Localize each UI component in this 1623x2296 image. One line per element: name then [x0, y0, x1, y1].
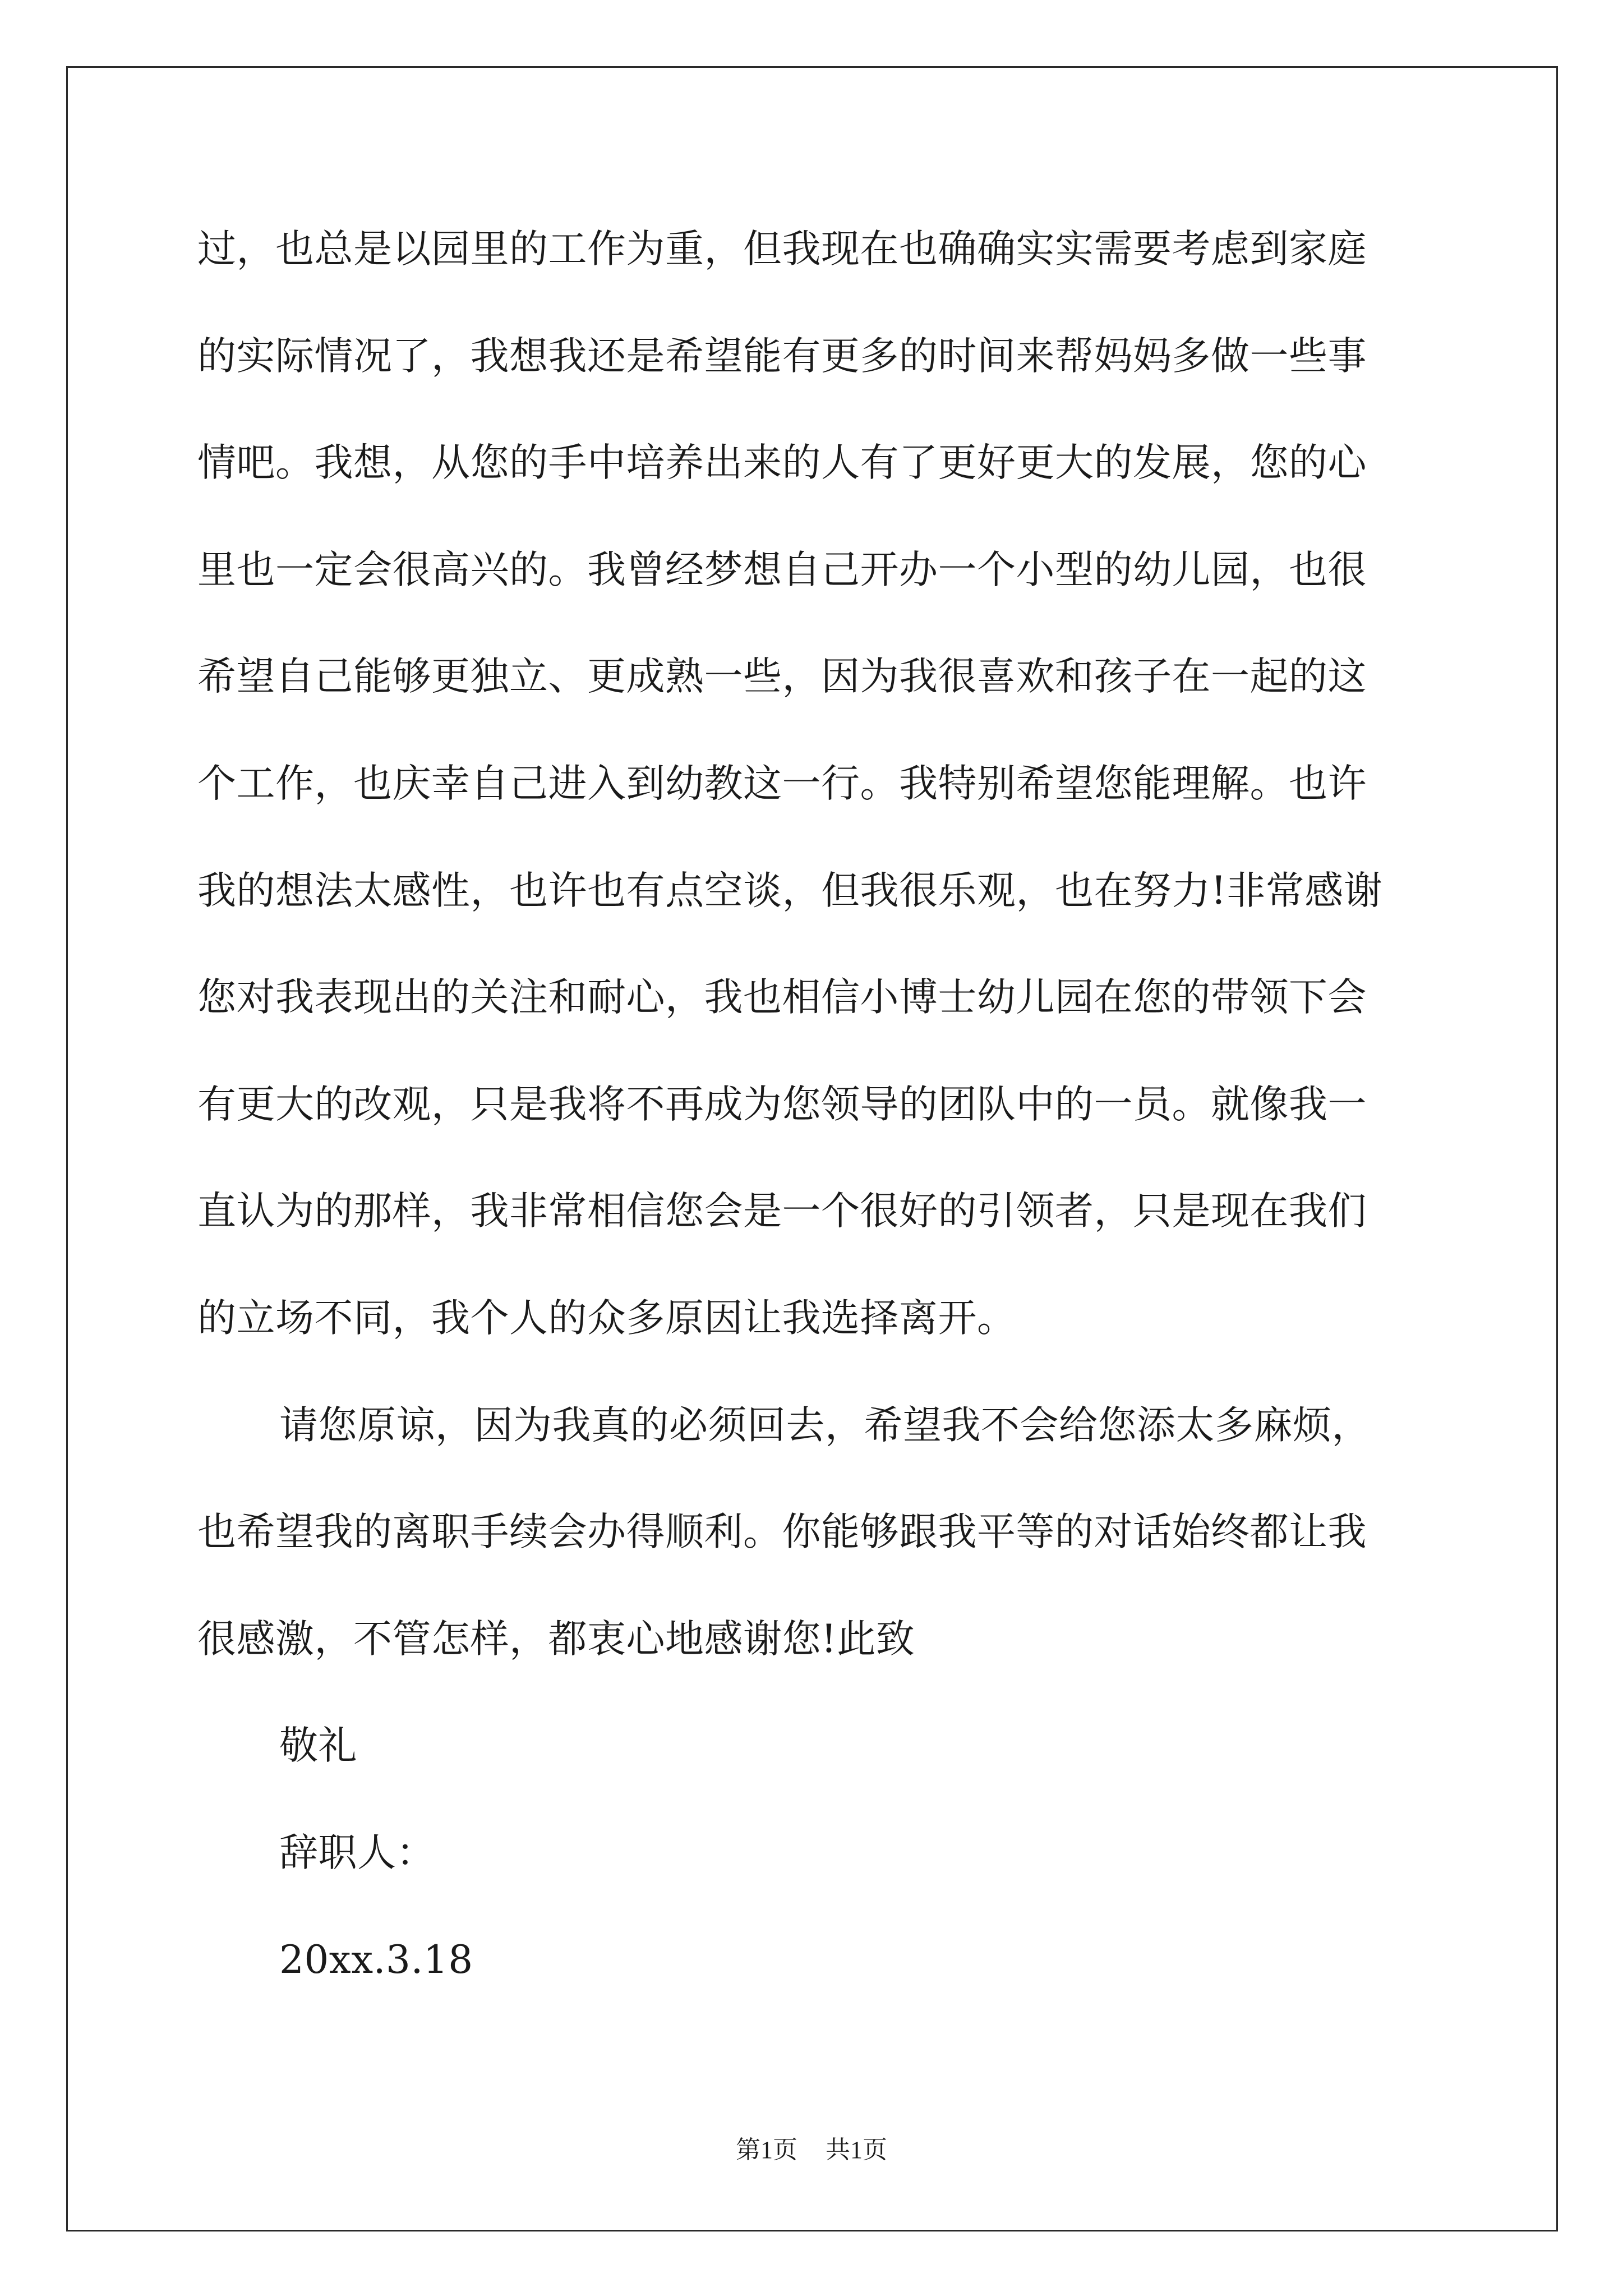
letter-date: 20xx.3.18 [279, 1937, 473, 1982]
body-line: 很感激，不管怎样，都衷心地感谢您!此致 [197, 1616, 915, 1662]
body-line: 您对我表现出的关注和耐心，我也相信小博士幼儿园在您的带领下会 [197, 975, 1367, 1020]
body-line: 也希望我的离职手续会办得顺利。你能够跟我平等的对话始终都让我 [197, 1510, 1367, 1555]
body-line: 直认为的那样，我非常相信您会是一个很好的引领者，只是现在我们 [197, 1189, 1367, 1234]
body-line: 有更大的改观，只是我将不再成为您领导的团队中的一员。就像我一 [197, 1082, 1367, 1127]
signature-label: 辞职人： [279, 1830, 435, 1875]
body-line: 情吧。我想，从您的手中培养出来的人有了更好更大的发展，您的心 [197, 440, 1367, 486]
body-line: 过，也总是以园里的工作为重，但我现在也确确实实需要考虑到家庭 [197, 227, 1367, 272]
body-line: 我的想法太感性，也许也有点空谈，但我很乐观，也在努力!非常感谢 [197, 868, 1383, 913]
body-line: 个工作，也庆幸自己进入到幼教这一行。我特别希望您能理解。也许 [197, 761, 1367, 806]
body-line: 里也一定会很高兴的。我曾经梦想自己开办一个小型的幼儿园，也很 [197, 547, 1367, 592]
letter-body [197, 212, 1431, 2030]
page-total: 共1页 [826, 2136, 887, 2164]
page-footer [0, 2129, 1623, 2165]
body-line: 的实际情况了，我想我还是希望能有更多的时间来帮妈妈多做一些事 [197, 333, 1367, 379]
salutation: 敬礼 [279, 1723, 357, 1769]
page-number: 第1页 [736, 2136, 797, 2164]
body-line: 的立场不同，我个人的众多原因让我选择离开。 [197, 1295, 1016, 1341]
body-line: 希望自己能够更独立、更成熟一些，因为我很喜欢和孩子在一起的这 [197, 654, 1367, 700]
paragraph-start-line: 请您原谅，因为我真的必须回去，希望我不会给您添太多麻烦， [279, 1402, 1371, 1448]
